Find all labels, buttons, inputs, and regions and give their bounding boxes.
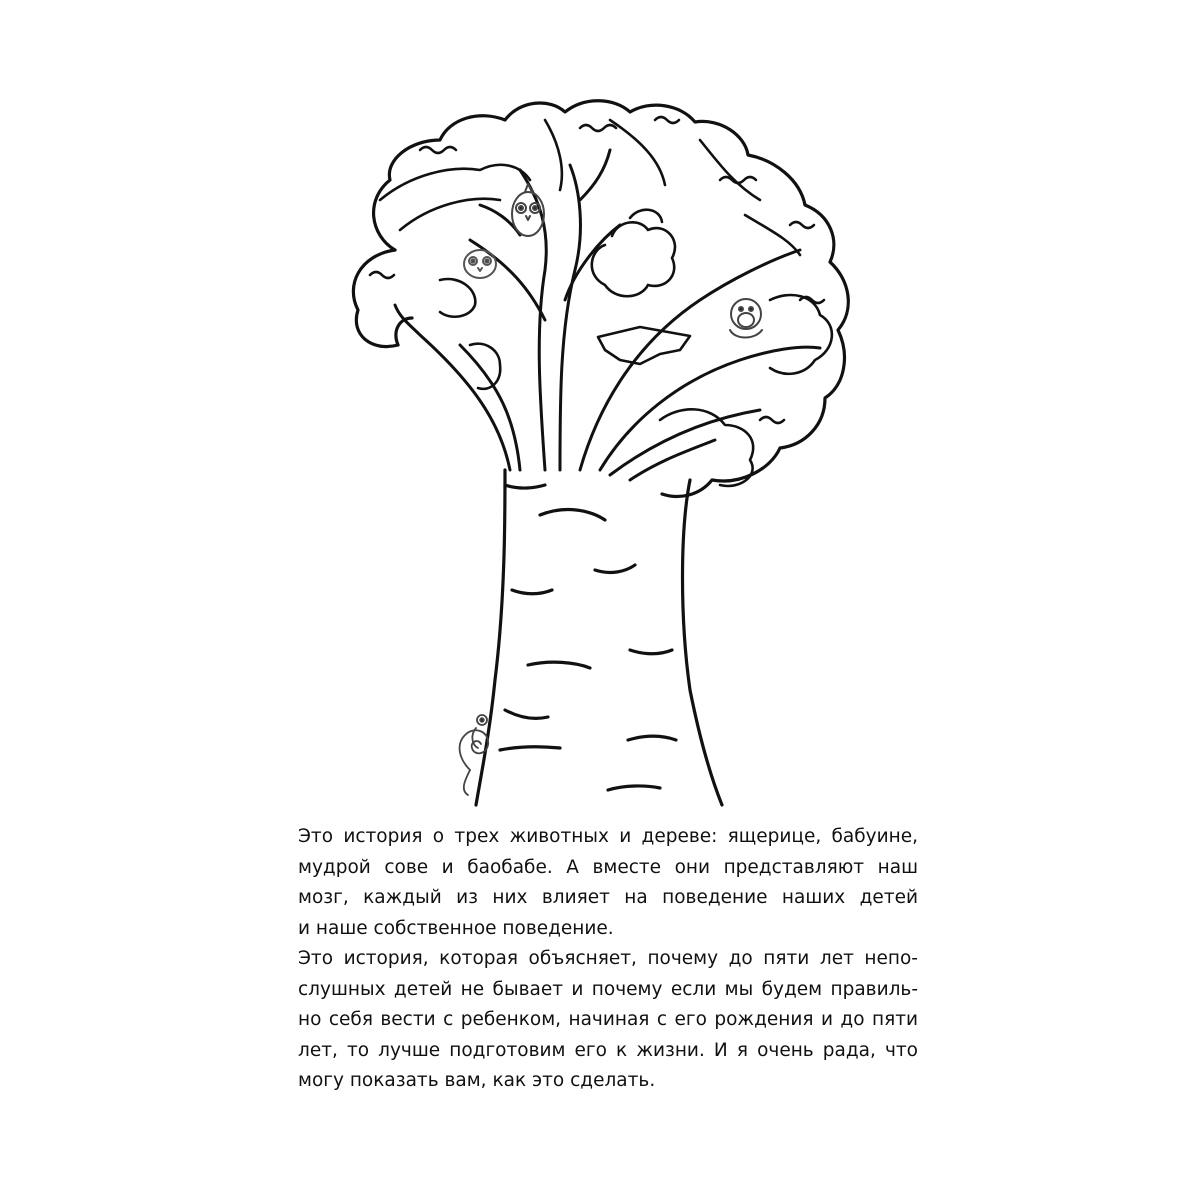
text-line: слушных детей не бывает и почему если мы будем правиль-	[298, 978, 918, 1000]
branch-ledge	[598, 327, 690, 364]
baobab-tree-illustration	[300, 80, 900, 820]
text-line: и наше собственное поведение.	[298, 917, 614, 939]
owl-icon	[512, 184, 544, 236]
owl-icon	[464, 250, 496, 278]
text-line: могу показать вам, как это сделать.	[298, 1070, 656, 1091]
story-text	[298, 822, 918, 1097]
tree-branches	[395, 150, 820, 480]
baboon-icon	[730, 299, 762, 338]
tree-trunk	[476, 470, 722, 805]
text-line: Это история о трех животных и дереве: ящерице, бабуине,	[298, 826, 918, 847]
text-line: мозг, каждый из них влияет на поведение наших детей	[298, 887, 918, 908]
text-line: но себя вести с ребенком, начиная с его рождения и до пяти	[298, 1009, 918, 1030]
text-line: Это история, которая объясняет, почему до пяти лет непо-	[298, 948, 918, 969]
text-line: лет, то лучше подготовим его к жизни. И я очень рада, что	[298, 1039, 918, 1061]
text-line: мудрой сове и баобабе. А вместе они представляют наш	[298, 856, 918, 878]
